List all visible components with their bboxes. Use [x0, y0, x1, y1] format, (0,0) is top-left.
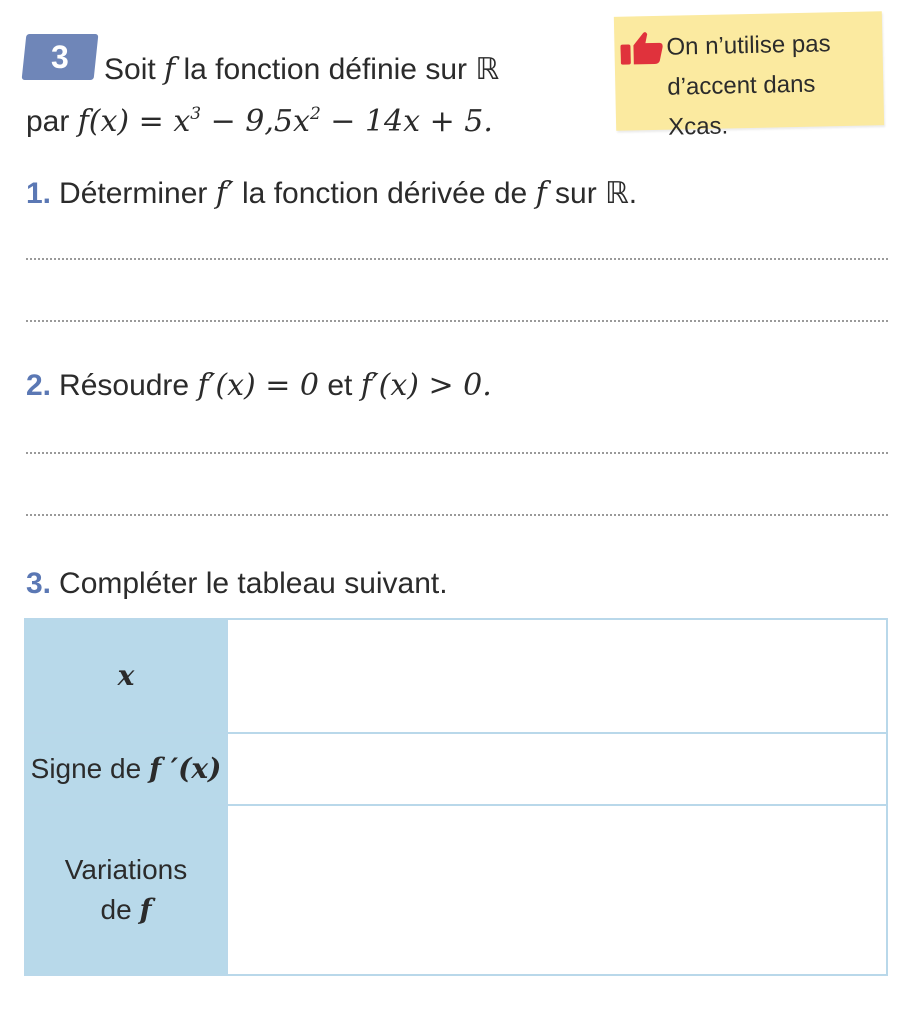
question-1-number: 1.	[26, 177, 52, 210]
question-2: 2. Résoudre f′(x) = 0 et f′(x) > 0.	[26, 368, 492, 403]
answer-line[interactable]	[26, 258, 888, 260]
intro-text: Soit	[104, 53, 156, 86]
row-header-variations: Variations de f	[25, 805, 227, 975]
question-3-number: 3.	[26, 567, 52, 600]
row-header-x: x	[25, 619, 227, 733]
question-3: 3. Compléter le tableau suivant.	[26, 567, 448, 600]
sign-cell[interactable]	[227, 733, 887, 805]
answer-line[interactable]	[26, 514, 888, 516]
row-header-sign: Signe de f ′(x)	[25, 733, 227, 805]
tip-sticky-note	[614, 11, 884, 141]
answer-line[interactable]	[26, 452, 888, 454]
exercise-number: 3	[51, 38, 69, 75]
question-2-number: 2.	[26, 369, 52, 402]
tip-line-2: d’accent dans Xcas.	[667, 70, 816, 141]
function-formula: $f(x) = x^3 - 9,5x^2 - 14x + 5$.	[77, 104, 493, 139]
question-1: 1. Déterminer f′ la fonction dérivée de f sur ℝ.	[26, 176, 638, 211]
exercise-statement	[26, 44, 586, 148]
thumbs-up-icon	[620, 30, 665, 67]
x-values-cell[interactable]	[227, 619, 887, 733]
variations-cell[interactable]	[227, 805, 887, 975]
intro-par: par	[26, 105, 70, 138]
tip-line-1: On n’utilise pas	[666, 30, 831, 61]
intro-rest: la fonction définie sur ℝ	[183, 53, 500, 86]
intro-f: f	[164, 52, 176, 87]
answer-line[interactable]	[26, 320, 888, 322]
variation-table	[24, 618, 888, 976]
tip-text	[666, 23, 878, 147]
